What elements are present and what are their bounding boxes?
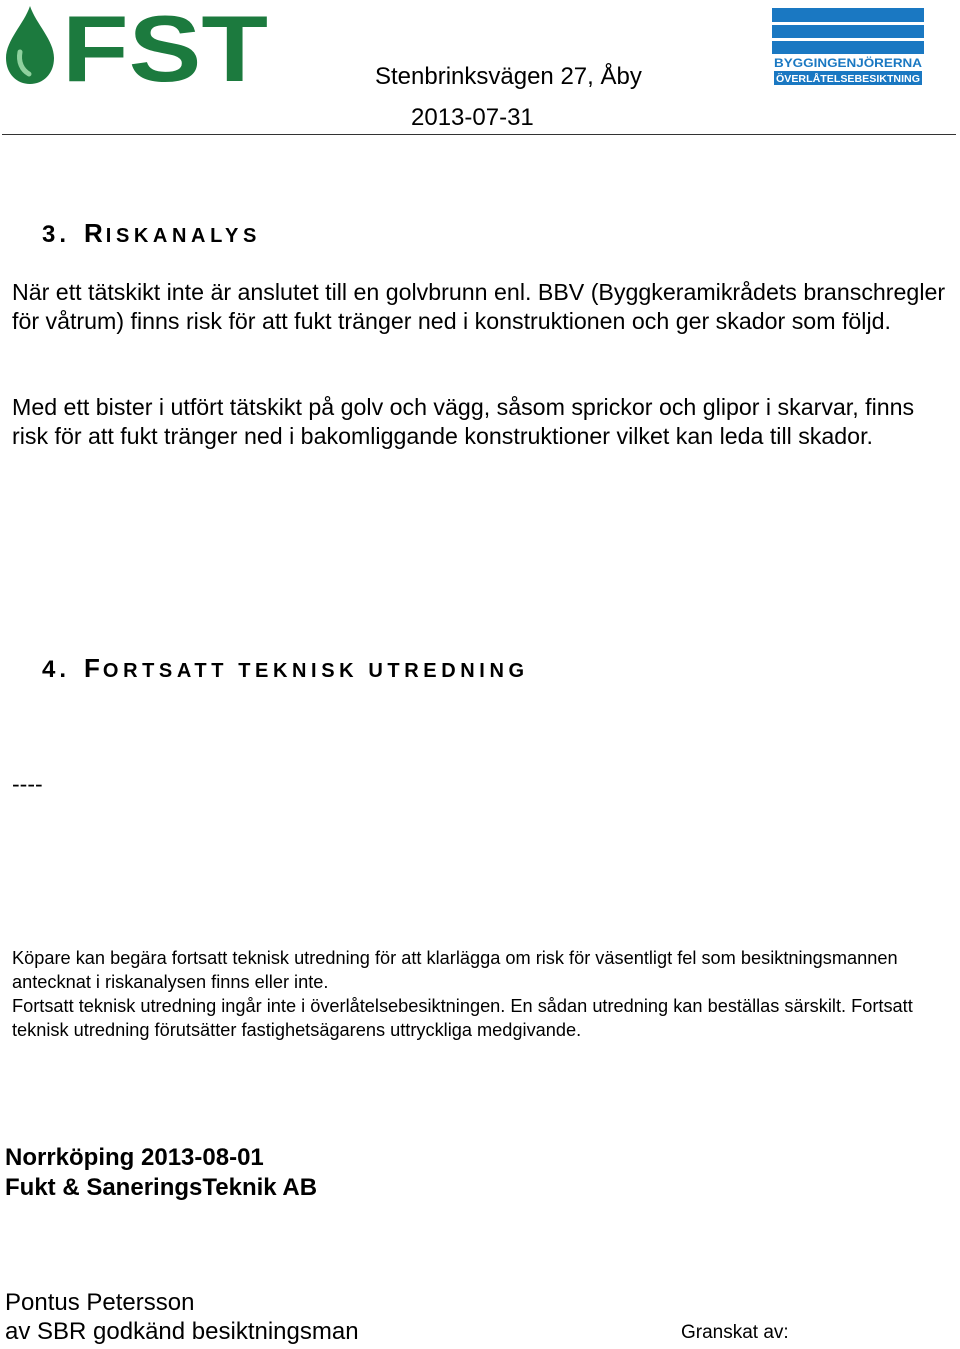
section-4-paragraph-1: Köpare kan begära fortsatt teknisk utredning för att klarlägga om risk för väsentligt fel som besiktningsmannen antecknat i riskanalysen finns eller inte. — [12, 948, 898, 992]
section-3-paragraph-1: När ett tätskikt inte är anslutet till en golvbrunn enl. BBV (Byggkeramikrådets branschregler för våtrum) finns risk för att fukt tränger ned i konstruktionen och ger skador som följd. — [12, 279, 946, 334]
section-4-title-rest: ORTSATT TEKNISK UTREDNING — [102, 660, 529, 682]
section-3-title-rest: ISKANALYS — [105, 225, 261, 247]
header-date: 2013-07-31 — [411, 104, 534, 131]
section-4-heading — [42, 654, 529, 685]
fst-logo-text: FST — [62, 4, 268, 86]
sbr-logo-text: SBR — [778, 8, 918, 60]
sbr-logo — [772, 8, 924, 88]
section-4-number: 4. — [42, 656, 71, 683]
signature-company: Fukt & SaneringsTeknik AB — [5, 1174, 318, 1201]
reviewed-by-label: Granskat av: — [681, 1322, 789, 1343]
header-divider — [2, 134, 956, 135]
section-3-heading — [42, 219, 261, 250]
section-4-placeholder-dash: ---- — [12, 771, 43, 797]
inspector-name: Pontus Petersson — [5, 1289, 195, 1316]
sbr-tagline-2: ÖVERLÅTELSEBESIKTNING — [776, 74, 912, 85]
header-address: Stenbrinksvägen 27, Åby — [375, 63, 642, 90]
signature-place-date: Norrköping 2013-08-01 — [5, 1144, 264, 1171]
section-3-title-initial: R — [84, 218, 106, 248]
section-4-title-initial: F — [84, 653, 103, 683]
inspector-title: av SBR godkänd besiktningsman — [5, 1318, 359, 1345]
section-3-paragraph-2: Med ett bister i utfört tätskikt på golv och vägg, såsom sprickor och glipor i skarvar, finns risk för att fukt tränger ned i bakomliggande konstruktioner vilket kan leda till skador. — [12, 394, 915, 449]
fst-logo — [2, 4, 272, 86]
sbr-tagline-1: BYGGINGENJÖRERNA — [774, 56, 907, 70]
section-4-paragraph-2: Fortsatt teknisk utredning ingår inte i överlåtelsebesiktningen. En sådan utredning kan beställas särskilt. Fortsatt teknisk utredning förutsätter fastighetsägarens uttryckliga medgivande. — [12, 996, 913, 1040]
section-3-number: 3. — [42, 221, 71, 248]
